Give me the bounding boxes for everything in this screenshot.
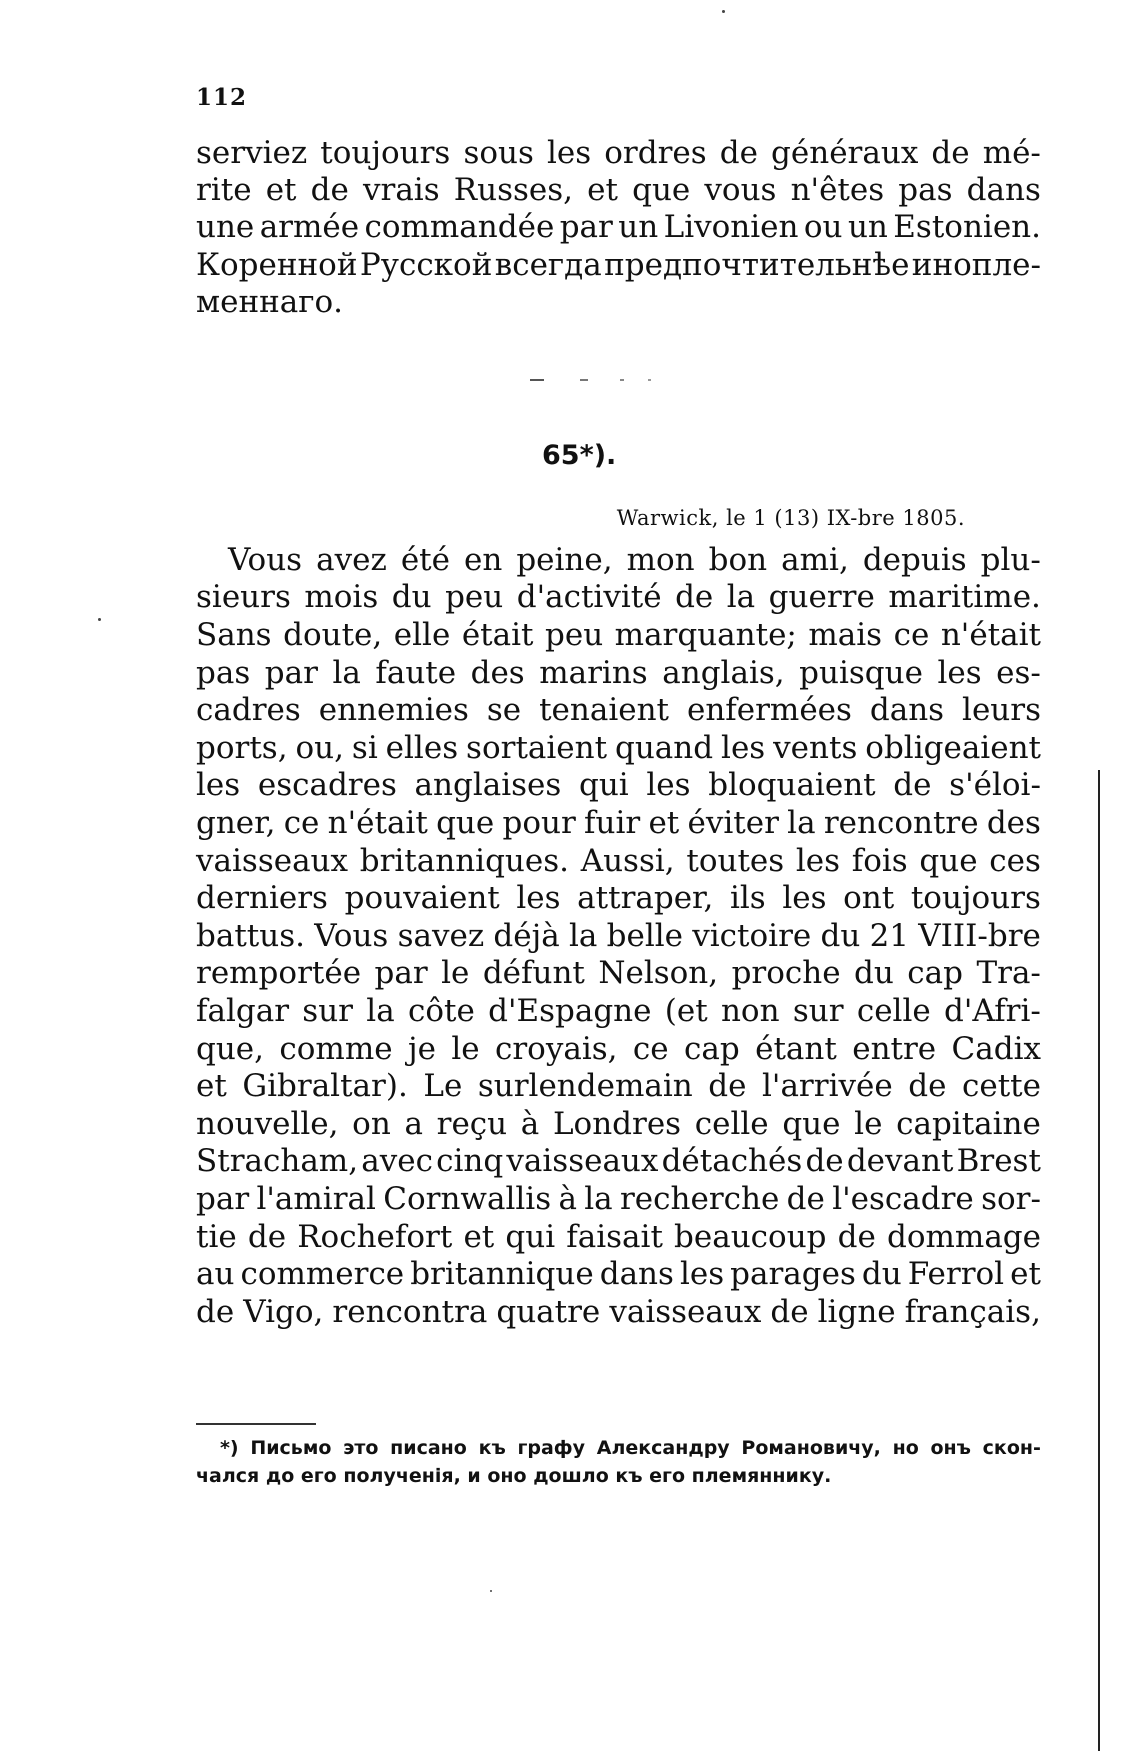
- letter-line: au commerce britannique dans les parages du Ferrol et: [196, 1256, 1041, 1292]
- letter-line: gner, ce n'était que pour fuir et éviter la rencontre des: [196, 805, 1041, 841]
- letter-line: Stracham, avec cinq vaisseaux détachés de devant Brest: [196, 1143, 1041, 1179]
- letter-line: nouvelle, on a reçu à Londres celle que le capitaine: [196, 1106, 1041, 1142]
- letter-line: les escadres anglaises qui les bloquaient de s'éloi-: [196, 767, 1041, 803]
- paragraph-line: Коренной Русской всегда предпочтительнѣе иноплe-: [196, 247, 1041, 283]
- letter-line: par l'amiral Cornwallis à la recherche de l'escadre sor-: [196, 1181, 1041, 1217]
- letter-line: ports, ou, si elles sortaient quand les vents obligeaient: [196, 730, 1041, 766]
- letter-line: battus. Vous savez déjà la belle victoire du 21 VIII-bre: [196, 918, 1041, 954]
- letter-line: remportée par le défunt Nelson, proche du cap Tra-: [196, 955, 1041, 991]
- letter-line: pas par la faute des marins anglais, puisque les es-: [196, 655, 1041, 691]
- paragraph-line: rite et de vrais Russes, et que vous n'êtes pas dans: [196, 172, 1041, 208]
- letter-line: vaisseaux britanniques. Aussi, toutes les fois que ces: [196, 843, 1041, 879]
- letter-dateline: Warwick, le 1 (13) IX-bre 1805.: [616, 506, 965, 530]
- paragraph-line: serviez toujours sous les ordres de généraux de mé-: [196, 135, 1041, 171]
- scan-edge-line: [1098, 770, 1100, 1751]
- letter-line: Sans doute, elle était peu marquante; mais ce n'était: [196, 617, 1041, 653]
- letter-line: cadres ennemies se tenaient enfermées dans leurs: [196, 692, 1041, 728]
- page-number: 112: [196, 84, 248, 111]
- paragraph-line: une armée commandée par un Livonien ou un Estonien.: [196, 209, 1041, 245]
- scan-speck: [490, 1590, 492, 1592]
- letter-line: que, comme je le croyais, ce cap étant entre Cadix: [196, 1031, 1041, 1067]
- letter-line: tie de Rochefort et qui faisait beaucoup de dommage: [196, 1219, 1041, 1255]
- letter-line: derniers pouvaient les attraper, ils les ont toujours: [196, 880, 1041, 916]
- footnote-line: *) Письмо это писано къ графу Александру Романовичу, но онъ скон-: [220, 1437, 1041, 1459]
- letter-line: et Gibraltar). Le surlendemain de l'arrivée de cette: [196, 1068, 1041, 1104]
- letter-number: 65*).: [542, 440, 617, 471]
- letter-line: Vous avez été en peine, mon bon ami, depuis plu-: [228, 542, 1041, 578]
- scan-speck: [98, 618, 101, 621]
- scan-speck: [722, 10, 725, 13]
- section-divider: [530, 378, 680, 382]
- letter-line: sieurs mois du peu d'activité de la guerre maritime.: [196, 579, 1041, 615]
- paragraph-line: меннаго.: [196, 284, 344, 320]
- footnote-line: чался до его полученія, и оно дошло къ его племяннику.: [196, 1465, 832, 1487]
- letter-line: falgar sur la côte d'Espagne (et non sur celle d'Afri-: [196, 993, 1041, 1029]
- footnote-rule: [196, 1423, 316, 1425]
- letter-line: de Vigo, rencontra quatre vaisseaux de ligne français,: [196, 1294, 1041, 1330]
